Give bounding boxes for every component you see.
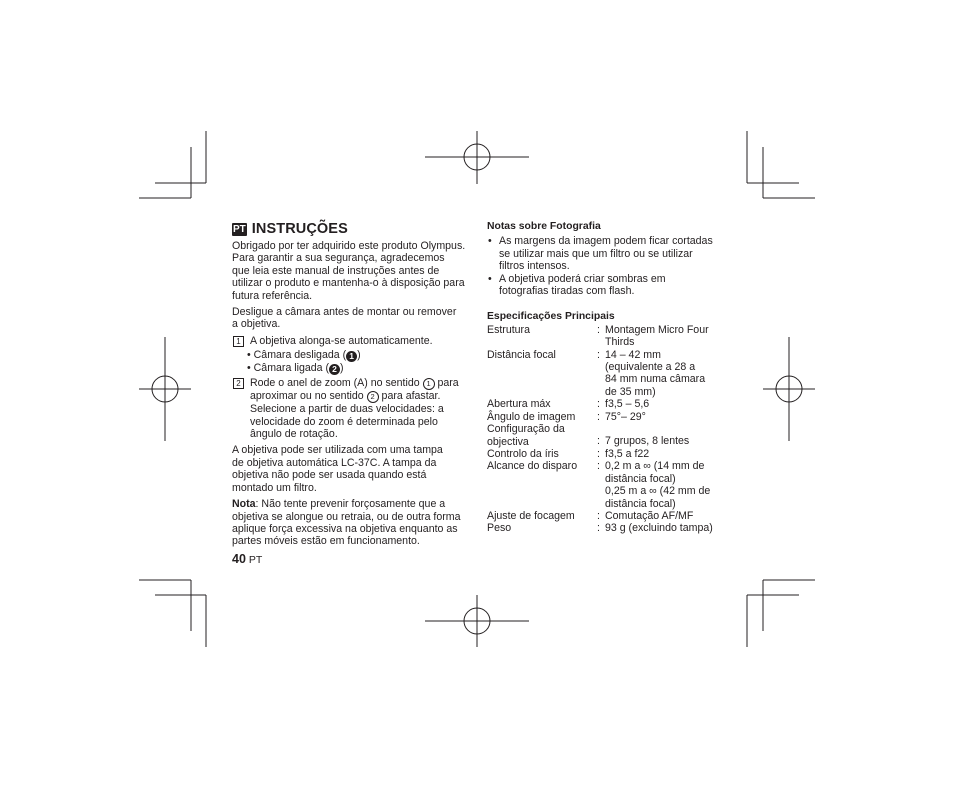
- registration-target-right: [763, 337, 815, 441]
- left-column: [232, 221, 472, 552]
- step-2-text: Rode o anel de zoom (A) no sentido 1 para aproximar ou no sentido 2 para afastar. Selecione a partir de duas velocidades: a velocidade do zoom é determinada pelo ângulo de rotação.: [250, 377, 459, 441]
- photo-note-item: • A objetiva poderá criar sombras em fotografias tiradas com flash.: [488, 272, 666, 298]
- page-number: 40 PT: [232, 552, 263, 566]
- circle-1-icon: 1: [423, 378, 435, 390]
- step-1-text: A objetiva alonga-se automaticamente.: [250, 334, 433, 347]
- specs-table: [487, 324, 737, 535]
- step-number-1: 1: [233, 336, 244, 347]
- spec-value: f3,5 a f22: [605, 447, 650, 460]
- spec-row: [487, 510, 737, 522]
- spec-value: f3,5 – 5,6: [605, 398, 650, 411]
- section-heading: [232, 221, 472, 238]
- spec-label: Controlo da íris: [487, 447, 559, 460]
- spec-label: Ajuste de focagem: [487, 509, 575, 522]
- step-2: [232, 377, 472, 440]
- lens-cap-note: A objetiva pode ser utilizada com uma tampa de objetiva automática LC-37C. A tampa da objetiva não pode ser usada quando está montado um filtro.: [232, 444, 443, 494]
- circle-2-icon: 2: [367, 391, 379, 403]
- spec-row: [487, 324, 737, 349]
- spec-colon: :: [597, 348, 600, 361]
- detach-note: Desligue a câmara antes de montar ou remover a objetiva.: [232, 306, 457, 331]
- bullet-camera-off: • Câmara desligada ( 1 ): [247, 349, 361, 362]
- spec-label: Abertura máx: [487, 398, 551, 411]
- specs-heading: Especificações Principais: [487, 311, 615, 323]
- spec-colon: :: [597, 398, 600, 411]
- spec-colon: :: [597, 410, 600, 423]
- photo-note-item: • As margens da imagem podem ficar cortadas se utilizar mais que um filtro ou se utilizar filtros intensos.: [488, 235, 713, 273]
- photo-notes-heading: Notas sobre Fotografia: [487, 221, 601, 232]
- spec-row: [487, 448, 737, 460]
- spec-row: [487, 411, 737, 423]
- language-badge: PT: [233, 224, 246, 235]
- spec-value: 0,2 m a ∞ (14 mm de distância focal) 0,25 m a ∞ (42 mm de distância focal): [605, 460, 711, 510]
- intro-paragraph: Obrigado por ter adquirido este produto Olympus. Para garantir a sua segurança, agradecemos que leia este manual de instruções antes de utilizar o produto e mantenha-o à disposição para futura referência.: [232, 240, 466, 302]
- section-title: INSTRUÇÕES: [251, 221, 348, 238]
- spec-label: Configuração da objectiva: [487, 423, 565, 448]
- spec-colon: :: [597, 323, 600, 336]
- spec-row: [487, 522, 737, 534]
- filled-circle-1-icon: 1: [346, 351, 357, 362]
- spec-colon: :: [597, 460, 600, 473]
- spec-row: [487, 460, 737, 510]
- registration-target-left: [139, 337, 191, 441]
- spec-value: 93 g (excluindo tampa): [605, 522, 713, 535]
- registration-target-top: [425, 131, 529, 184]
- spec-value: Montagem Micro Four Thirds: [605, 323, 709, 349]
- registration-target-bottom: [425, 595, 529, 647]
- spec-row: [487, 398, 737, 410]
- spec-label: Distância focal: [487, 348, 556, 361]
- spec-value: Comutação AF/MF: [605, 509, 694, 522]
- spec-label: Peso: [487, 522, 512, 535]
- spec-row: [487, 349, 737, 399]
- spec-colon: :: [597, 447, 600, 460]
- step-number-2: 2: [233, 378, 244, 389]
- right-column: [487, 221, 737, 535]
- bullet-camera-on: • Câmara ligada ( 2 ): [247, 362, 344, 375]
- step-1: [232, 335, 472, 347]
- spec-value: 75°– 29°: [605, 410, 646, 423]
- spec-row: [487, 423, 737, 448]
- spec-colon: :: [597, 509, 600, 522]
- spec-label: Estrutura: [487, 323, 530, 336]
- spec-colon: :: [597, 435, 600, 448]
- spec-value: 14 – 42 mm (equivalente a 28 a 84 mm numa câmara de 35 mm): [605, 348, 706, 398]
- filled-circle-2-icon: 2: [329, 364, 340, 375]
- warning-note: Nota: Não tente prevenir forçosamente que a objetiva se alongue ou retraia, ou de outra forma aplique força excessiva na objetiva enquanto as partes móveis estão em funcionamento.: [232, 498, 461, 548]
- spec-label: Ângulo de imagem: [487, 410, 576, 423]
- spec-value: 7 grupos, 8 lentes: [605, 435, 690, 448]
- spec-colon: :: [597, 522, 600, 535]
- spec-label: Alcance do disparo: [487, 460, 578, 473]
- note-label: Nota: [232, 498, 256, 511]
